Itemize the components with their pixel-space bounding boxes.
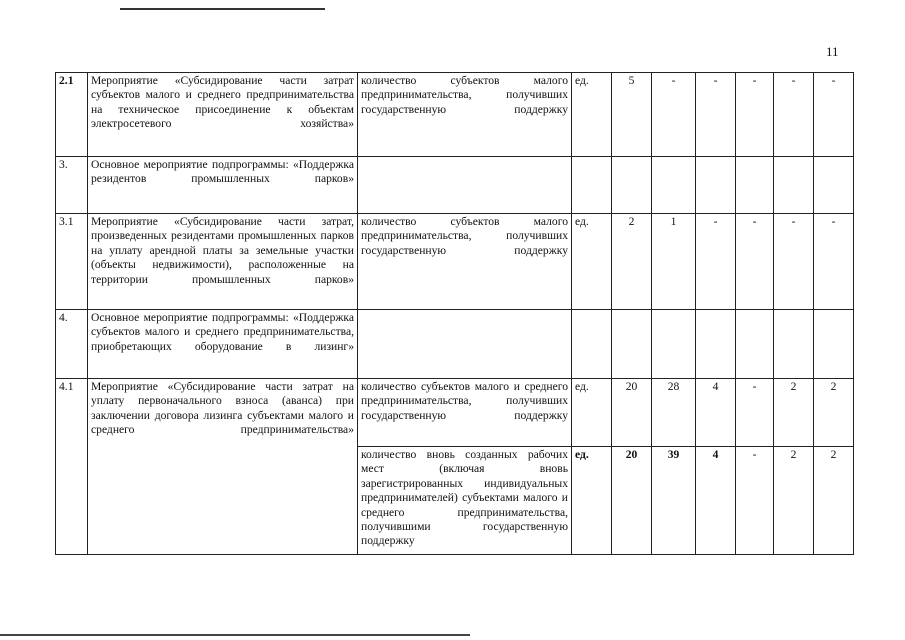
table-row [56,214,854,310]
value-cell: - [774,73,814,157]
value-cell: 2 [814,447,854,555]
value-cell [612,157,652,214]
value-cell [774,310,814,379]
indicator-cell [358,310,572,379]
value-cell: 1 [652,214,696,310]
value-cell: - [774,214,814,310]
value-cell: 2 [774,379,814,447]
value-cell: 2 [612,214,652,310]
table-row [56,157,854,214]
value-cell [736,310,774,379]
value-cell [652,310,696,379]
event-cell: Мероприятие «Субсидирование части затрат, произведенных резидентами промышленных парков на уплату арендной платы за земельные участки (объекты недвижимости), расположенные на территории промышленных парков» [88,214,358,310]
value-cell [652,157,696,214]
indicators-table [55,72,854,555]
row-number: 4. [56,310,88,379]
event-cell: Мероприятие «Субсидирование части затрат на уплату первоначального взноса (аванса) при заключении договора лизинга субъектами малого и среднего предпринимательства» [88,379,358,555]
unit-cell [572,310,612,379]
value-cell: - [736,73,774,157]
value-cell: 2 [814,379,854,447]
value-cell [612,310,652,379]
value-cell: - [736,379,774,447]
value-cell: 4 [696,447,736,555]
table-row [56,310,854,379]
value-cell: - [696,214,736,310]
value-cell: - [814,214,854,310]
value-cell: - [696,73,736,157]
table-row [56,73,854,157]
value-cell: - [736,214,774,310]
event-cell: Основное мероприятие подпрограммы: «Поддержка субъектов малого и среднего предпринимательства, приобретающих оборудование в лизинг» [88,310,358,379]
value-cell: - [652,73,696,157]
value-cell: 4 [696,379,736,447]
event-cell: Основное мероприятие подпрограммы: «Поддержка резидентов промышленных парков» [88,157,358,214]
value-cell [774,157,814,214]
row-number: 3.1 [56,214,88,310]
scan-artifact-bottom [0,634,470,636]
value-cell: 39 [652,447,696,555]
value-cell [814,157,854,214]
table-row [56,379,854,447]
indicator-cell: количество вновь созданных рабочих мест (включая вновь зарегистрированных индивидуальных предпринимателей) субъектами малого и среднего предпринимательства, получившими государственную поддержку [358,447,572,555]
value-cell [696,310,736,379]
page-number: 11 [826,44,839,59]
value-cell [736,157,774,214]
row-number: 4.1 [56,379,88,555]
unit-cell: ед. [572,214,612,310]
event-cell: Мероприятие «Субсидирование части затрат субъектов малого и среднего предпринимательства на техническое присоединение к объектам электросетевого хозяйства» [88,73,358,157]
unit-cell: ед. [572,73,612,157]
indicator-cell: количество субъектов малого предпринимательства, получивших государственную поддержку [358,214,572,310]
indicator-cell [358,157,572,214]
value-cell: 20 [612,447,652,555]
value-cell: 5 [612,73,652,157]
row-number: 3. [56,157,88,214]
scan-artifact-top [120,8,325,10]
value-cell: - [814,73,854,157]
row-number: 2.1 [56,73,88,157]
unit-cell: ед. [572,379,612,447]
value-cell: 20 [612,379,652,447]
value-cell: 2 [774,447,814,555]
unit-cell: ед. [572,447,612,555]
indicator-cell: количество субъектов малого и среднего предпринимательства, получивших государственную поддержку [358,379,572,447]
indicator-cell: количество субъектов малого предпринимательства, получивших государственную поддержку [358,73,572,157]
value-cell [814,310,854,379]
value-cell [696,157,736,214]
value-cell: - [736,447,774,555]
unit-cell [572,157,612,214]
value-cell: 28 [652,379,696,447]
